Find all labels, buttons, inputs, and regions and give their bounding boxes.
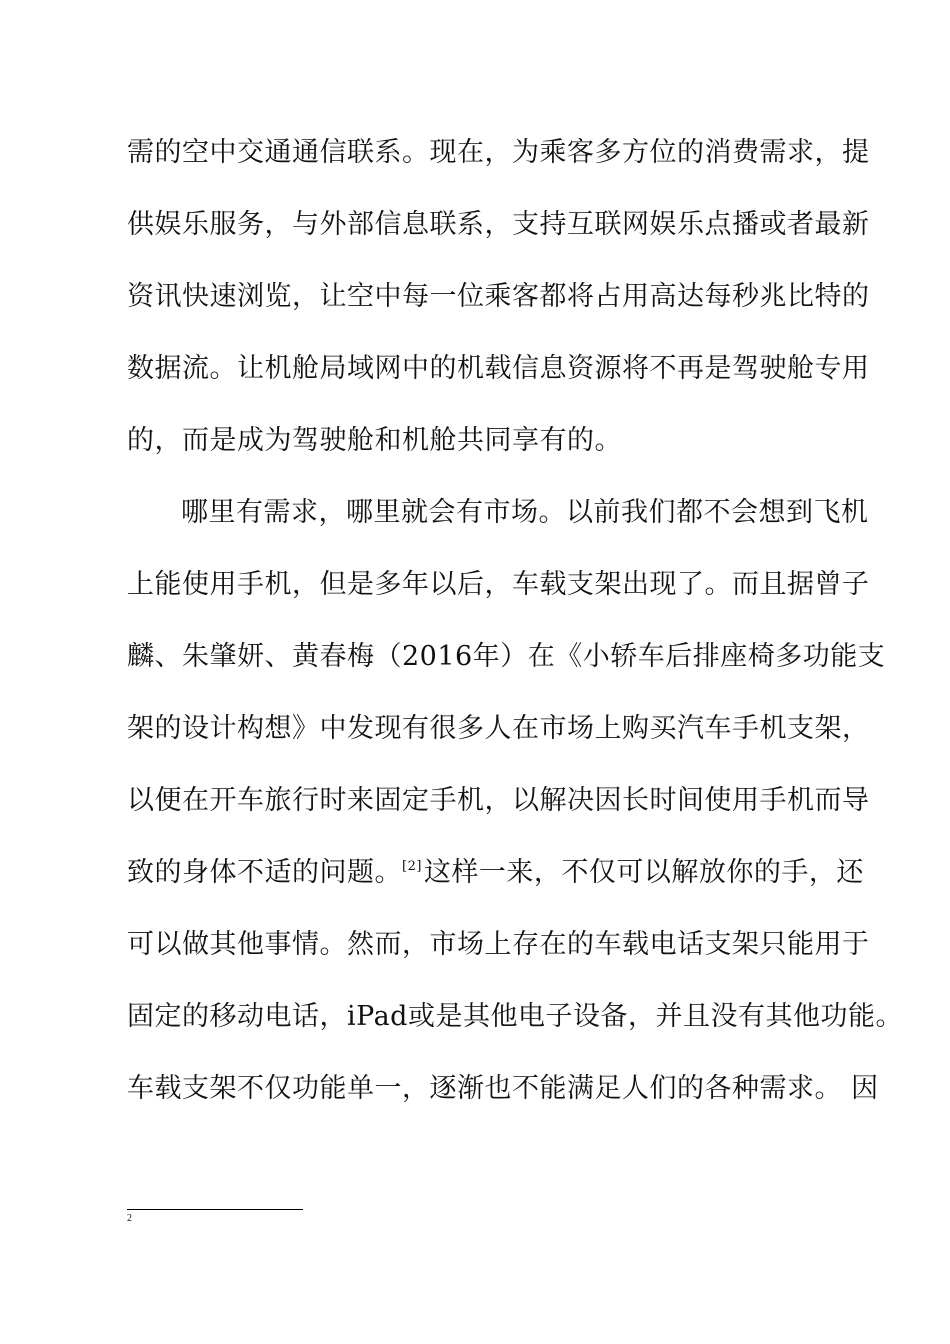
text-line: 需的空中交通通信联系。现在，为乘客多方位的消费需求，提: [127, 137, 870, 168]
text-line: 上能使用手机，但是多年以后，车载支架出现了。而且据曾子: [127, 569, 870, 600]
footnote-number: 2: [127, 1213, 132, 1224]
text-line: 可以做其他事情。然而，市场上存在的车载电话支架只能用于: [127, 929, 870, 960]
text-line: 固定的移动电话，iPad或是其他电子设备，并且没有其他功能。: [127, 1001, 903, 1032]
text-line: 麟、朱肇妍、黄春梅（2016年）在《小轿车后排座椅多功能支: [127, 641, 886, 672]
text-segment: 致的身体不适的问题。: [127, 857, 402, 888]
text-line: 以便在开车旅行时来固定手机，以解决因长时间使用手机而导: [127, 785, 870, 816]
text-line: 架的设计构想》中发现有很多人在市场上购买汽车手机支架，: [127, 713, 870, 744]
text-line: 供娱乐服务，与外部信息联系，支持互联网娱乐点播或者最新: [127, 209, 870, 240]
text-line: 数据流。让机舱局域网中的机载信息资源将不再是驾驶舱专用: [127, 353, 870, 384]
text-segment: 这样一来，不仅可以解放你的手，还: [423, 857, 864, 888]
footnote-divider: [127, 1209, 303, 1210]
paragraph-first-line: 哪里有需求，哪里就会有市场。以前我们都不会想到飞机: [181, 497, 869, 528]
text-line: 车载支架不仅功能单一，逐渐也不能满足人们的各种需求。 因: [127, 1073, 879, 1104]
text-line: 资讯快速浏览，让空中每一位乘客都将占用高达每秒兆比特的: [127, 281, 870, 312]
citation-superscript: [2]: [402, 859, 422, 874]
text-line-with-citation: [127, 853, 864, 893]
text-line: 的，而是成为驾驶舱和机舱共同享有的。: [127, 425, 622, 456]
